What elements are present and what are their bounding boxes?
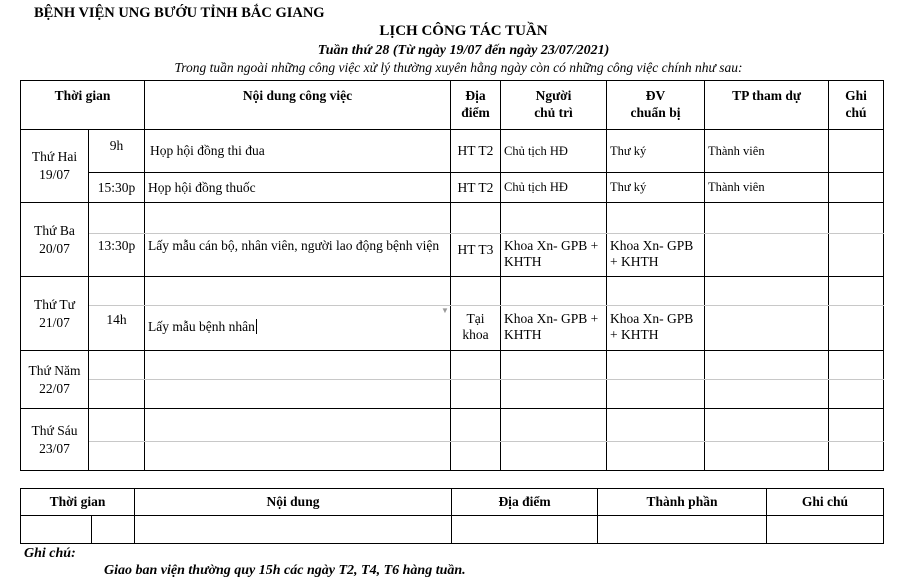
note-cell xyxy=(829,306,884,351)
extra-schedule-table xyxy=(20,488,884,544)
attendees-cell: Thành viên xyxy=(705,173,829,203)
header-attendees: TP tham dự xyxy=(705,81,829,130)
hospital-name: BỆNH VIỆN UNG BƯỚU TỈNH BẮC GIANG xyxy=(34,5,325,21)
table-row xyxy=(21,130,884,173)
header-content: Nội dung công việc xyxy=(145,81,451,130)
header-row xyxy=(21,489,884,516)
prep-cell: Thư ký xyxy=(607,130,705,173)
table-row xyxy=(21,306,884,351)
place-cell: HT T3 xyxy=(451,234,501,277)
table-row xyxy=(21,234,884,277)
header-note: Ghi chú xyxy=(829,81,884,130)
header-chair: Người chủ trì xyxy=(501,81,607,130)
chair-cell: Chủ tịch HĐ xyxy=(501,130,607,173)
header-prep: ĐV chuẩn bị xyxy=(607,81,705,130)
content-cell[interactable]: Lấy mẫu bệnh nhân ▼ xyxy=(145,306,451,351)
prep-cell: Thư ký xyxy=(607,173,705,203)
table-row xyxy=(21,442,884,471)
day-friday: Thứ Sáu 23/07 xyxy=(21,409,89,471)
header-place: Địa điểm xyxy=(452,489,598,516)
document-title: LỊCH CÔNG TÁC TUẦN xyxy=(379,23,548,39)
chair-cell: Chủ tịch HĐ xyxy=(501,173,607,203)
header-time: Thời gian xyxy=(21,489,135,516)
table-row xyxy=(21,203,884,234)
place-cell: HT T2 xyxy=(451,173,501,203)
time-cell: 15:30p xyxy=(89,173,145,203)
content-cell: Họp hội đồng thuốc xyxy=(145,173,451,203)
attendees-cell xyxy=(705,234,829,277)
place-cell: HT T2 xyxy=(451,130,501,173)
content-cell: Lấy mẫu cán bộ, nhân viên, người lao động bệnh viện xyxy=(145,234,451,277)
chevron-down-icon[interactable]: ▼ xyxy=(441,306,449,315)
header-row xyxy=(21,81,884,130)
table-row xyxy=(21,173,884,203)
attendees-cell xyxy=(705,306,829,351)
note-text: Giao ban viện thường quy 15h các ngày T2, T4, T6 hàng tuần. xyxy=(104,563,466,578)
table-row xyxy=(21,516,884,544)
header-members: Thành phần xyxy=(598,489,767,516)
note-cell xyxy=(829,234,884,277)
day-thursday: Thứ Năm 22/07 xyxy=(21,351,89,409)
table-row xyxy=(21,409,884,442)
intro-text: Trong tuần ngoài những công việc xử lý thường xuyên hằng ngày còn có những công việc chính như sau: xyxy=(174,60,743,75)
time-cell: 13:30p xyxy=(89,234,145,277)
time-cell: 9h xyxy=(89,130,145,173)
chair-cell: Khoa Xn- GPB + KHTH xyxy=(501,306,607,351)
attendees-cell: Thành viên xyxy=(705,130,829,173)
table-row xyxy=(21,277,884,306)
week-subtitle: Tuần thứ 28 (Từ ngày 19/07 đến ngày 23/07/2021) xyxy=(317,43,610,58)
table-row xyxy=(21,351,884,380)
chair-cell: Khoa Xn- GPB + KHTH xyxy=(501,234,607,277)
table-row xyxy=(21,380,884,409)
note-cell xyxy=(829,173,884,203)
day-wednesday: Thứ Tư 21/07 xyxy=(21,277,89,351)
header-time: Thời gian xyxy=(21,81,145,130)
header-note: Ghi chú xyxy=(767,489,884,516)
note-label: Ghi chú: xyxy=(24,546,76,561)
weekly-schedule-table xyxy=(20,80,884,471)
time-cell: 14h xyxy=(89,306,145,351)
content-cell: Họp hội đồng thi đua xyxy=(145,130,451,173)
day-tuesday: Thứ Ba 20/07 xyxy=(21,203,89,277)
prep-cell: Khoa Xn- GPB + KHTH xyxy=(607,306,705,351)
place-cell: Tại khoa xyxy=(451,306,501,351)
prep-cell: Khoa Xn- GPB + KHTH xyxy=(607,234,705,277)
day-monday: Thứ Hai 19/07 xyxy=(21,130,89,203)
header-content: Nội dung xyxy=(135,489,452,516)
header-place: Địa điểm xyxy=(451,81,501,130)
note-cell xyxy=(829,130,884,173)
